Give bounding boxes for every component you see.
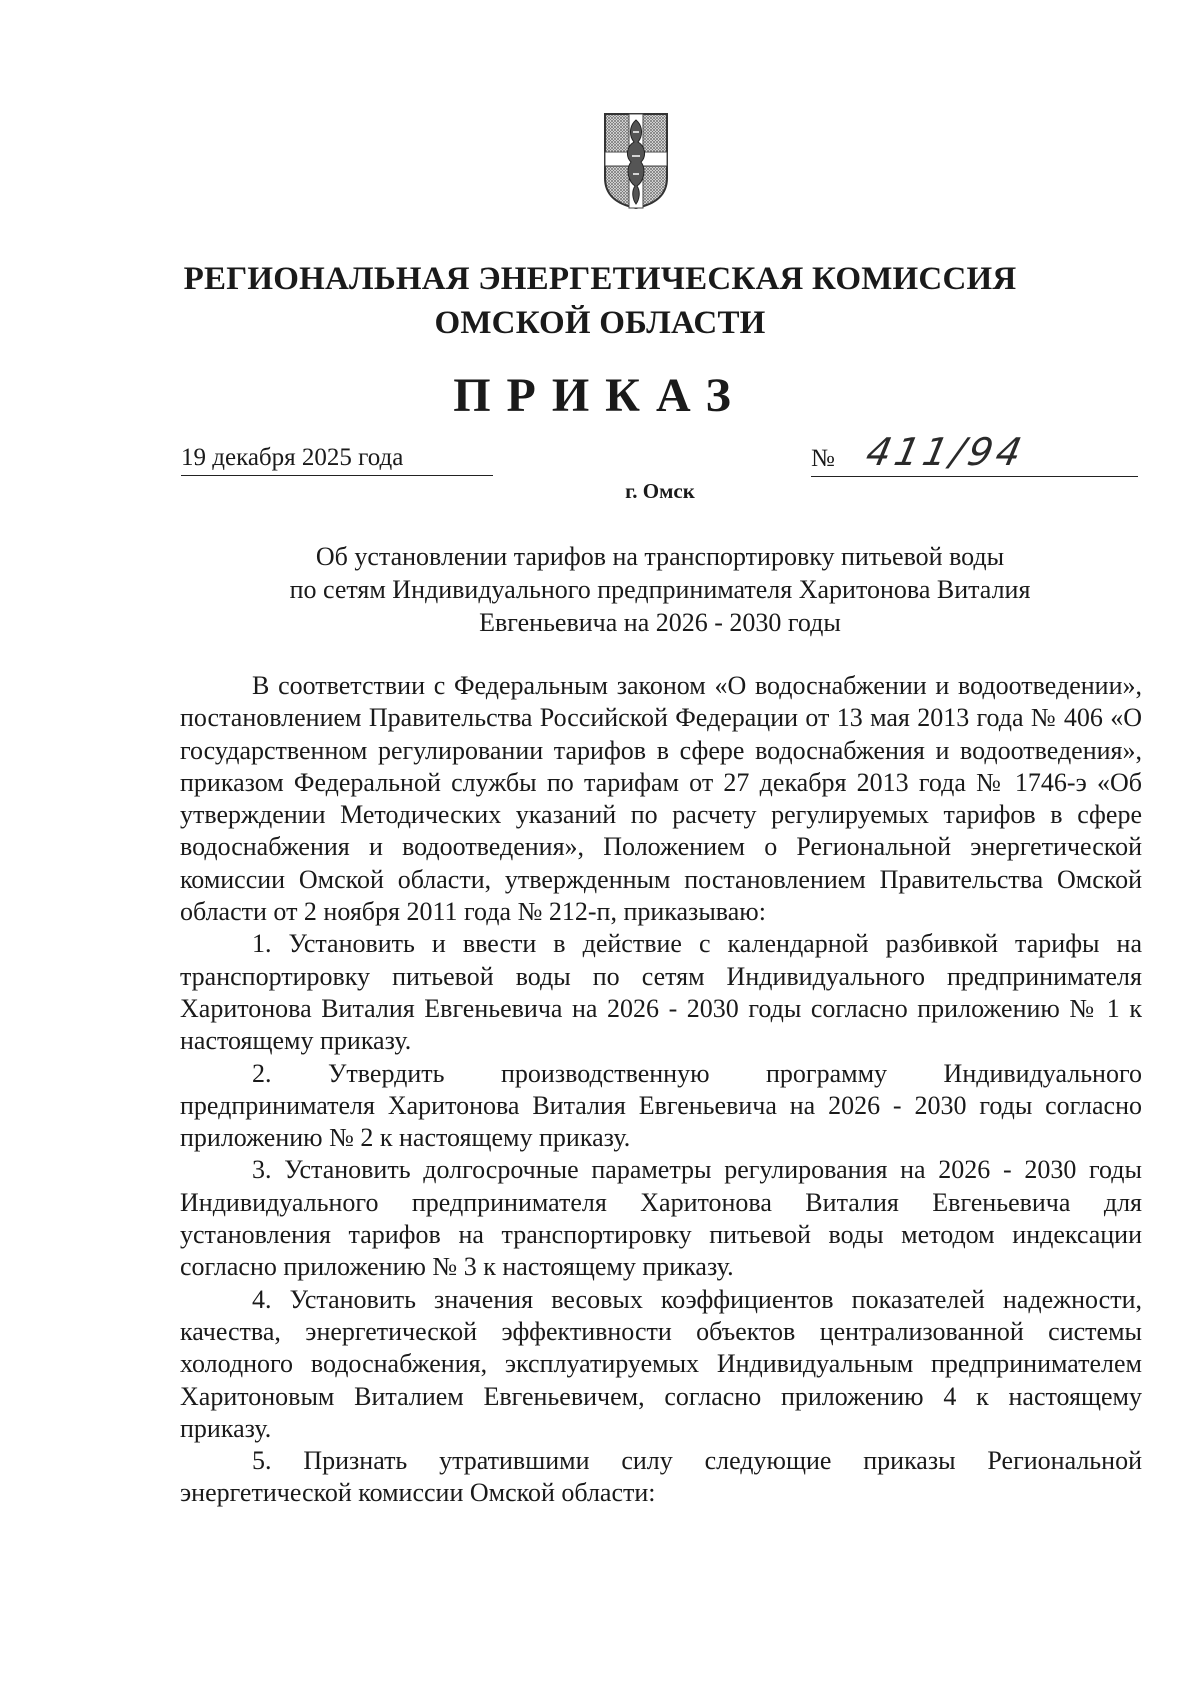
organization-title-line2: ОМСКОЙ ОБЛАСТИ	[434, 305, 766, 341]
order-item: 5. Признать утратившими силу следующие приказы Региональной энергетической комиссии Омской области:	[180, 1446, 1142, 1508]
handwritten-document-number: 411/94	[862, 430, 1030, 474]
subject-line: Об установлении тарифов на транспортировку питьевой воды	[315, 542, 1005, 571]
document-body	[180, 670, 1142, 1510]
document-type-heading: ПРИКАЗ	[453, 369, 747, 422]
order-item: 2. Утвердить производственную программу Индивидуального предпринимателя Харитонова Виталия Евгеньевича на 2026 - 2030 годы согласно приложению № 2 к настоящему приказу.	[180, 1058, 1142, 1153]
document-date: 19 декабря 2025 года	[181, 441, 493, 476]
document-city: г. Омск	[625, 479, 695, 503]
order-item: 3. Установить долгосрочные параметры регулирования на 2026 - 2030 годы Индивидуального предпринимателя Харитонова Виталия Евгеньевича для установления тарифов на транспортировку питьевой воды методом индексации согласно приложению № 3 к настоящему приказу.	[180, 1155, 1142, 1282]
document-subject	[180, 540, 1140, 639]
omsk-region-coat-of-arms-icon	[603, 112, 669, 210]
organization-title-line1: РЕГИОНАЛЬНАЯ ЭНЕРГЕТИЧЕСКАЯ КОМИССИЯ	[183, 261, 1017, 297]
document-number-field	[811, 430, 1138, 477]
order-item: 4. Установить значения весовых коэффициентов показателей надежности, качества, энергетической эффективности объектов централизованной системы холодного водоснабжения, эксплуатируемых Индивидуальным предпринимателем Харитоновым Виталием Евгеньевичем, согласно приложению 4 к настоящему приказу.	[180, 1284, 1142, 1443]
subject-line: по сетям Индивидуального предпринимателя Харитонова Виталия	[289, 575, 1031, 604]
subject-line: Евгеньевича на 2026 - 2030 годы	[479, 608, 841, 637]
number-sign: №	[811, 445, 835, 472]
preamble-paragraph: В соответствии с Федеральным законом «О водоснабжении и водоотведении», постановлением Правительства Российской Федерации от 13 мая 2013 года № 406 «О государственном регулировании тарифов в сфере водоснабжения и водоотведения», приказом Федеральной службы по тарифам от 27 декабря 2013 года № 1746-э «Об утверждении Методических указаний по расчету регулируемых тарифов в сфере водоснабжения и водоотведения», Положением о Региональной энергетической комиссии Омской области, утвержденным постановлением Правительства Омской области от 2 ноября 2011 года № 212-п, приказываю:	[180, 671, 1142, 927]
order-item: 1. Установить и ввести в действие с календарной разбивкой тарифы на транспортировку питьевой воды по сетям Индивидуального предпринимателя Харитонова Виталия Евгеньевича на 2026 - 2030 годы согласно приложению № 1 к настоящему приказу.	[180, 929, 1142, 1056]
